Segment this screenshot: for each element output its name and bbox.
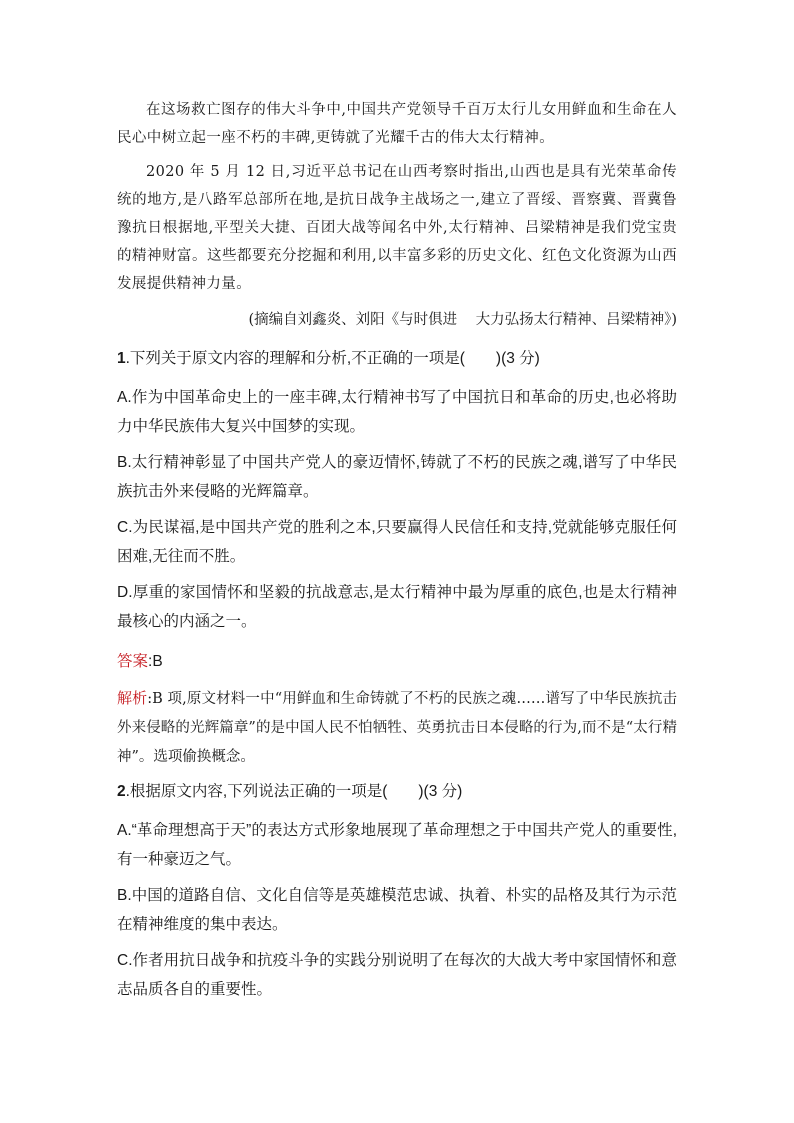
analysis-text: :B 项,原文材料一中“用鲜血和生命铸就了不朽的民族之魂……谱写了中华民族抗击外来侵略的光辉篇章”的是中国人民不怕牺牲、英勇抗击日本侵略的行为,而不是“太行精神”。选项偷换概念。 bbox=[117, 691, 677, 765]
question-2-option-b: B.中国的道路自信、文化自信等是英雄模范忠诚、执着、朴实的品格及其行为示范在精神维度的集中表达。 bbox=[117, 887, 677, 933]
answer-value: :B bbox=[148, 653, 163, 670]
passage-paragraph-2: 2020 年 5 月 12 日,习近平总书记在山西考察时指出,山西也是具有光荣革命传统的地方,是八路军总部所在地,是抗日战争主战场之一,建立了晋绥、晋察冀、晋冀鲁豫抗日根据地,平型关大捷、百团大战等闻名中外,太行精神、吕梁精神是我们党宝贵的精神财富。这些都要充分挖掘和利用,以丰富多彩的历史文化、红色文化资源为山西发展提供精神力量。 bbox=[117, 164, 677, 292]
question-1-text: .下列关于原文内容的理解和分析,不正确的一项是( )(3 分) bbox=[125, 350, 540, 367]
analysis-label: 解析 bbox=[117, 690, 148, 707]
question-1-option-c: C.为民谋福,是中国共产党的胜利之本,只要赢得人民信任和支持,党就能够克服任何困难,无往而不胜。 bbox=[117, 519, 677, 565]
question-2-option-a: A.“革命理想高于天”的表达方式形象地展现了革命理想之于中国共产党人的重要性,有一种豪迈之气。 bbox=[117, 822, 677, 868]
passage-paragraph-1: 在这场救亡图存的伟大斗争中,中国共产党领导千百万太行儿女用鲜血和生命在人民心中树立起一座不朽的丰碑,更铸就了光耀千古的伟大太行精神。 bbox=[117, 102, 677, 146]
question-1-option-b: B.太行精神彰显了中国共产党人的豪迈情怀,铸就了不朽的民族之魂,谱写了中华民族抗击外来侵略的光辉篇章。 bbox=[117, 454, 677, 500]
question-2-option-c: C.作者用抗日战争和抗疫斗争的实践分别说明了在每次的大战大考中家国情怀和意志品质各自的重要性。 bbox=[117, 952, 677, 998]
question-2-number: 2 bbox=[117, 783, 126, 800]
question-1-option-a: A.作为中国革命史上的一座丰碑,太行精神书写了中国抗日和革命的历史,也必将助力中华民族伟大复兴中国梦的实现。 bbox=[117, 389, 677, 435]
question-2-stem bbox=[117, 777, 677, 806]
question-1-option-d: D.厚重的家国情怀和坚毅的抗战意志,是太行精神中最为厚重的底色,也是太行精神最核心的内涵之一。 bbox=[117, 584, 677, 630]
question-2-text: .根据原文内容,下列说法正确的一项是( )(3 分) bbox=[125, 783, 463, 800]
passage-source: (摘编自刘鑫炎、刘阳《与时俱进 大力弘扬太行精神、吕梁精神》) bbox=[248, 312, 677, 328]
question-1-answer bbox=[117, 647, 163, 676]
answer-label: 答案 bbox=[117, 653, 149, 670]
question-1-number: 1 bbox=[117, 350, 126, 367]
question-1-stem bbox=[117, 344, 677, 373]
question-1-analysis bbox=[117, 684, 677, 772]
